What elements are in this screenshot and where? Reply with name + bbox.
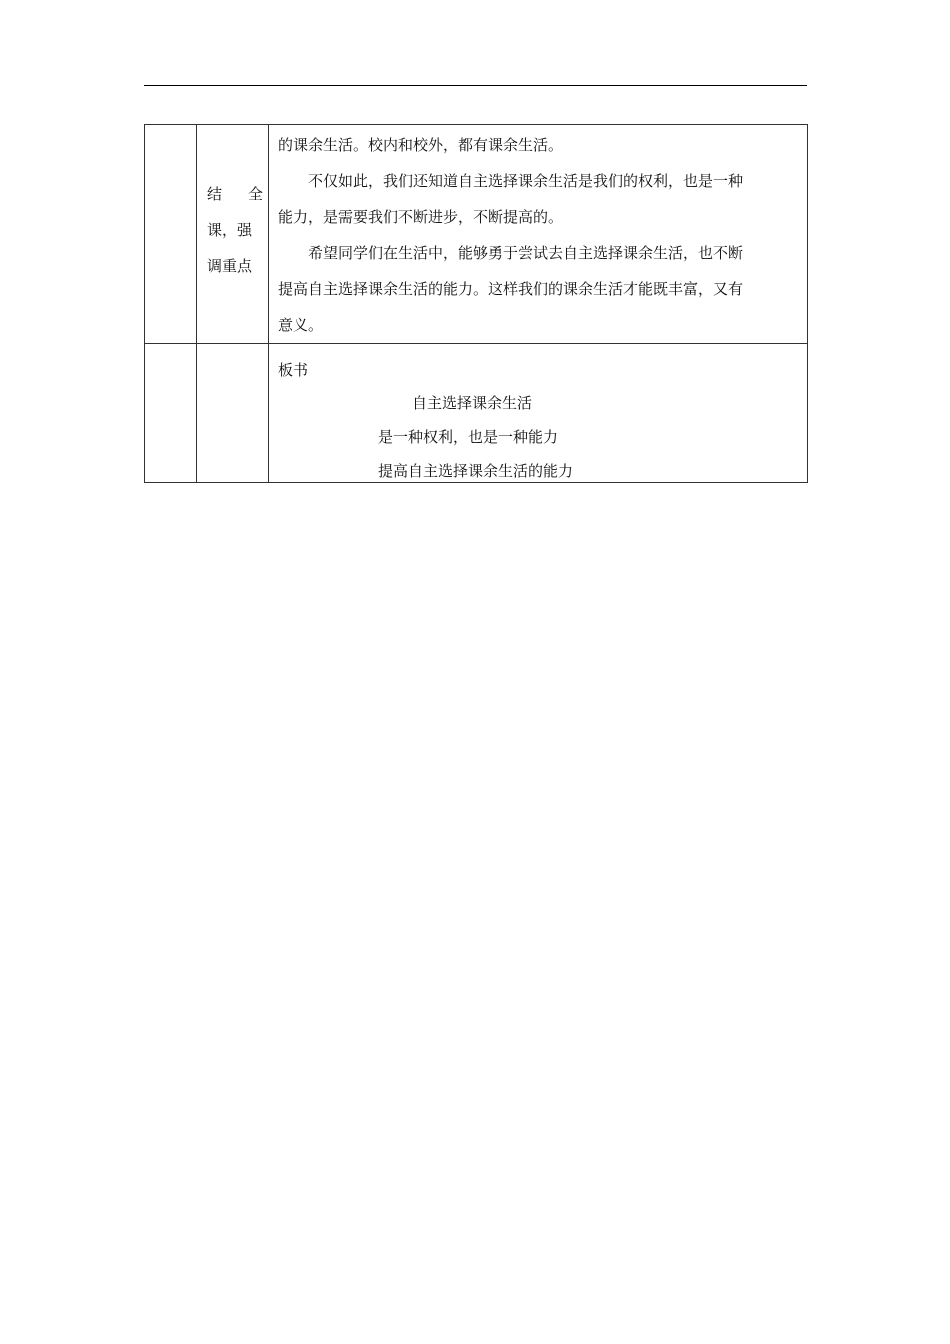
table-row (145, 125, 808, 344)
step-line: 调重点 (207, 257, 253, 275)
board-cell (269, 344, 808, 483)
lesson-plan-table (144, 124, 808, 483)
table-row (145, 344, 808, 483)
paragraph-line: 提高自主选择课余生活的能力。这样我们的课余生活才能既丰富，又有 (278, 280, 744, 298)
header-rule (144, 85, 807, 86)
paragraph-line: 能力，是需要我们不断进步，不断提高的。 (278, 208, 564, 226)
step-char: 全 (247, 185, 263, 203)
empty-cell (197, 344, 269, 483)
lesson-content (269, 125, 807, 343)
paragraph: 的课余生活。校内和校外，都有课余生活。 (278, 136, 564, 154)
step-char: 结 (207, 185, 223, 203)
board-line: 自主选择课余生活 (412, 394, 533, 412)
step-cell (197, 125, 269, 344)
paragraph-line: 意义。 (278, 316, 324, 334)
content-cell (269, 125, 808, 344)
paragraph-line: 不仅如此，我们还知道自主选择课余生活是我们的权利，也是一种 (308, 172, 744, 190)
paragraph-line: 希望同学们在生活中，能够勇于尝试去自主选择课余生活，也不断 (308, 244, 744, 262)
step-line (207, 176, 263, 212)
step-label (207, 176, 263, 284)
step-line: 课，强 (207, 221, 253, 239)
board-line: 提高自主选择课余生活的能力 (378, 462, 574, 480)
empty-cell (145, 125, 197, 344)
board-line: 是一种权利，也是一种能力 (378, 428, 559, 446)
empty-cell (145, 344, 197, 483)
blackboard-summary (269, 344, 807, 482)
board-title: 板书 (278, 361, 309, 379)
